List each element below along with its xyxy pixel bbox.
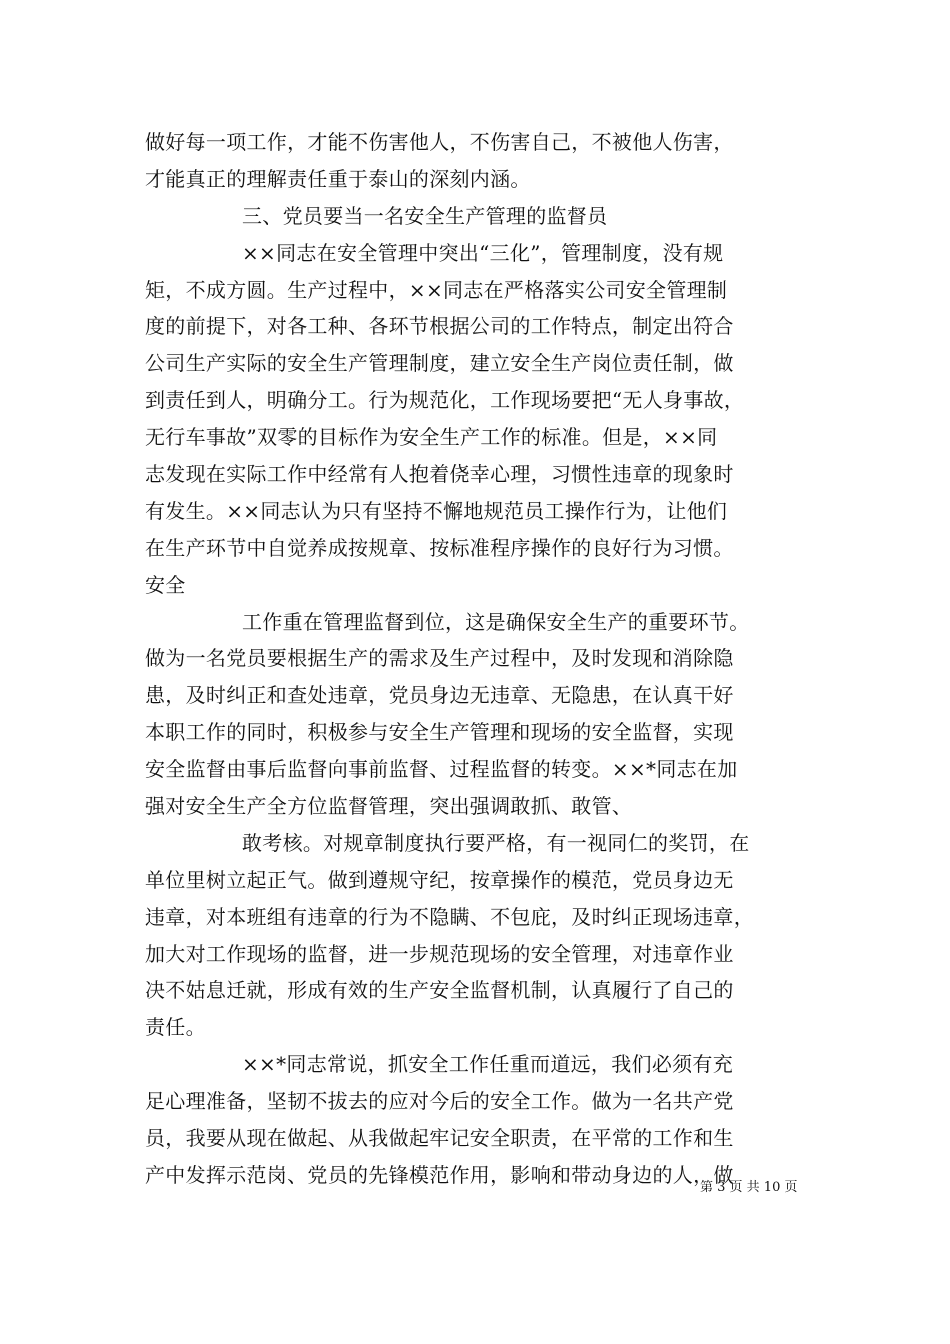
text-line: 做为一名党员要根据生产的需求及生产过程中，及时发现和消除隐 bbox=[145, 646, 734, 671]
text-line: 违章，对本班组有违章的行为不隐瞒、不包庇，及时纠正现场违章， bbox=[145, 904, 754, 929]
text-line: 无行车事故”双零的目标作为安全生产工作的标准。但是，××同 bbox=[145, 425, 718, 450]
text-line: 公司生产实际的安全生产管理制度，建立安全生产岗位责任制，做 bbox=[145, 351, 734, 376]
text-line: 志发现在实际工作中经常有人抱着侥幸心理，习惯性违章的现象时 bbox=[145, 462, 734, 487]
document-body bbox=[145, 124, 815, 1194]
text-line: 工作重在管理监督到位，这是确保安全生产的重要环节。 bbox=[242, 609, 750, 634]
text-line: ××同志在安全管理中突出“三化”，管理制度，没有规 bbox=[242, 240, 724, 265]
text-line: 足心理准备，坚韧不拔去的应对今后的安全工作。做为一名共产党 bbox=[145, 1089, 734, 1114]
text-line: 产中发挥示范岗、党员的先锋模范作用，影响和带动身边的人，做 bbox=[145, 1162, 734, 1187]
text-line: 患，及时纠正和查处违章，党员身边无违章、无隐患，在认真干好 bbox=[145, 683, 734, 708]
text-line: 矩，不成方圆。生产过程中，××同志在严格落实公司安全管理制 bbox=[145, 277, 728, 302]
page-number: 第 3 页 共 10 页 bbox=[700, 1180, 798, 1195]
text-line: 在生产环节中自觉养成按规章、按标准程序操作的良好行为习惯。 bbox=[145, 535, 734, 560]
text-line: 到责任到人，明确分工。行为规范化，工作现场要把“无人身事故， bbox=[145, 388, 745, 413]
text-line: 责任。 bbox=[145, 1015, 206, 1040]
text-line: 加大对工作现场的监督，进一步规范现场的安全管理，对违章作业 bbox=[145, 941, 734, 966]
text-line: 强对安全生产全方位监督管理，突出强调敢抓、敢管、 bbox=[145, 794, 633, 819]
text-line: 安全 bbox=[145, 572, 186, 597]
text-line: 决不姑息迁就，形成有效的生产安全监督机制，认真履行了自己的 bbox=[145, 978, 734, 1003]
text-line: 度的前提下，对各工种、各环节根据公司的工作特点，制定出符合 bbox=[145, 314, 734, 339]
text-line: 有发生。××同志认为只有坚持不懈地规范员工操作行为，让他们 bbox=[145, 498, 728, 523]
text-line: 本职工作的同时，积极参与安全生产管理和现场的安全监督，实现 bbox=[145, 720, 734, 745]
text-line: 敢考核。对规章制度执行要严格，有一视同仁的奖罚，在 bbox=[242, 830, 750, 855]
text-line: 员，我要从现在做起、从我做起牢记安全职责，在平常的工作和生 bbox=[145, 1126, 734, 1151]
section-heading: 三、党员要当一名安全生产管理的监督员 bbox=[242, 203, 608, 228]
text-line: 做好每一项工作，才能不伤害他人，不伤害自己，不被他人伤害， bbox=[145, 130, 734, 154]
text-line: 单位里树立起正气。做到遵规守纪，按章操作的模范，党员身边无 bbox=[145, 867, 734, 892]
text-line: ××*同志常说，抓安全工作任重而道远，我们必须有充 bbox=[242, 1052, 734, 1077]
text-line: 安全监督由事后监督向事前监督、过程监督的转变。××*同志在加 bbox=[145, 757, 738, 782]
text-line: 才能真正的理解责任重于泰山的深刻内涵。 bbox=[145, 166, 531, 191]
